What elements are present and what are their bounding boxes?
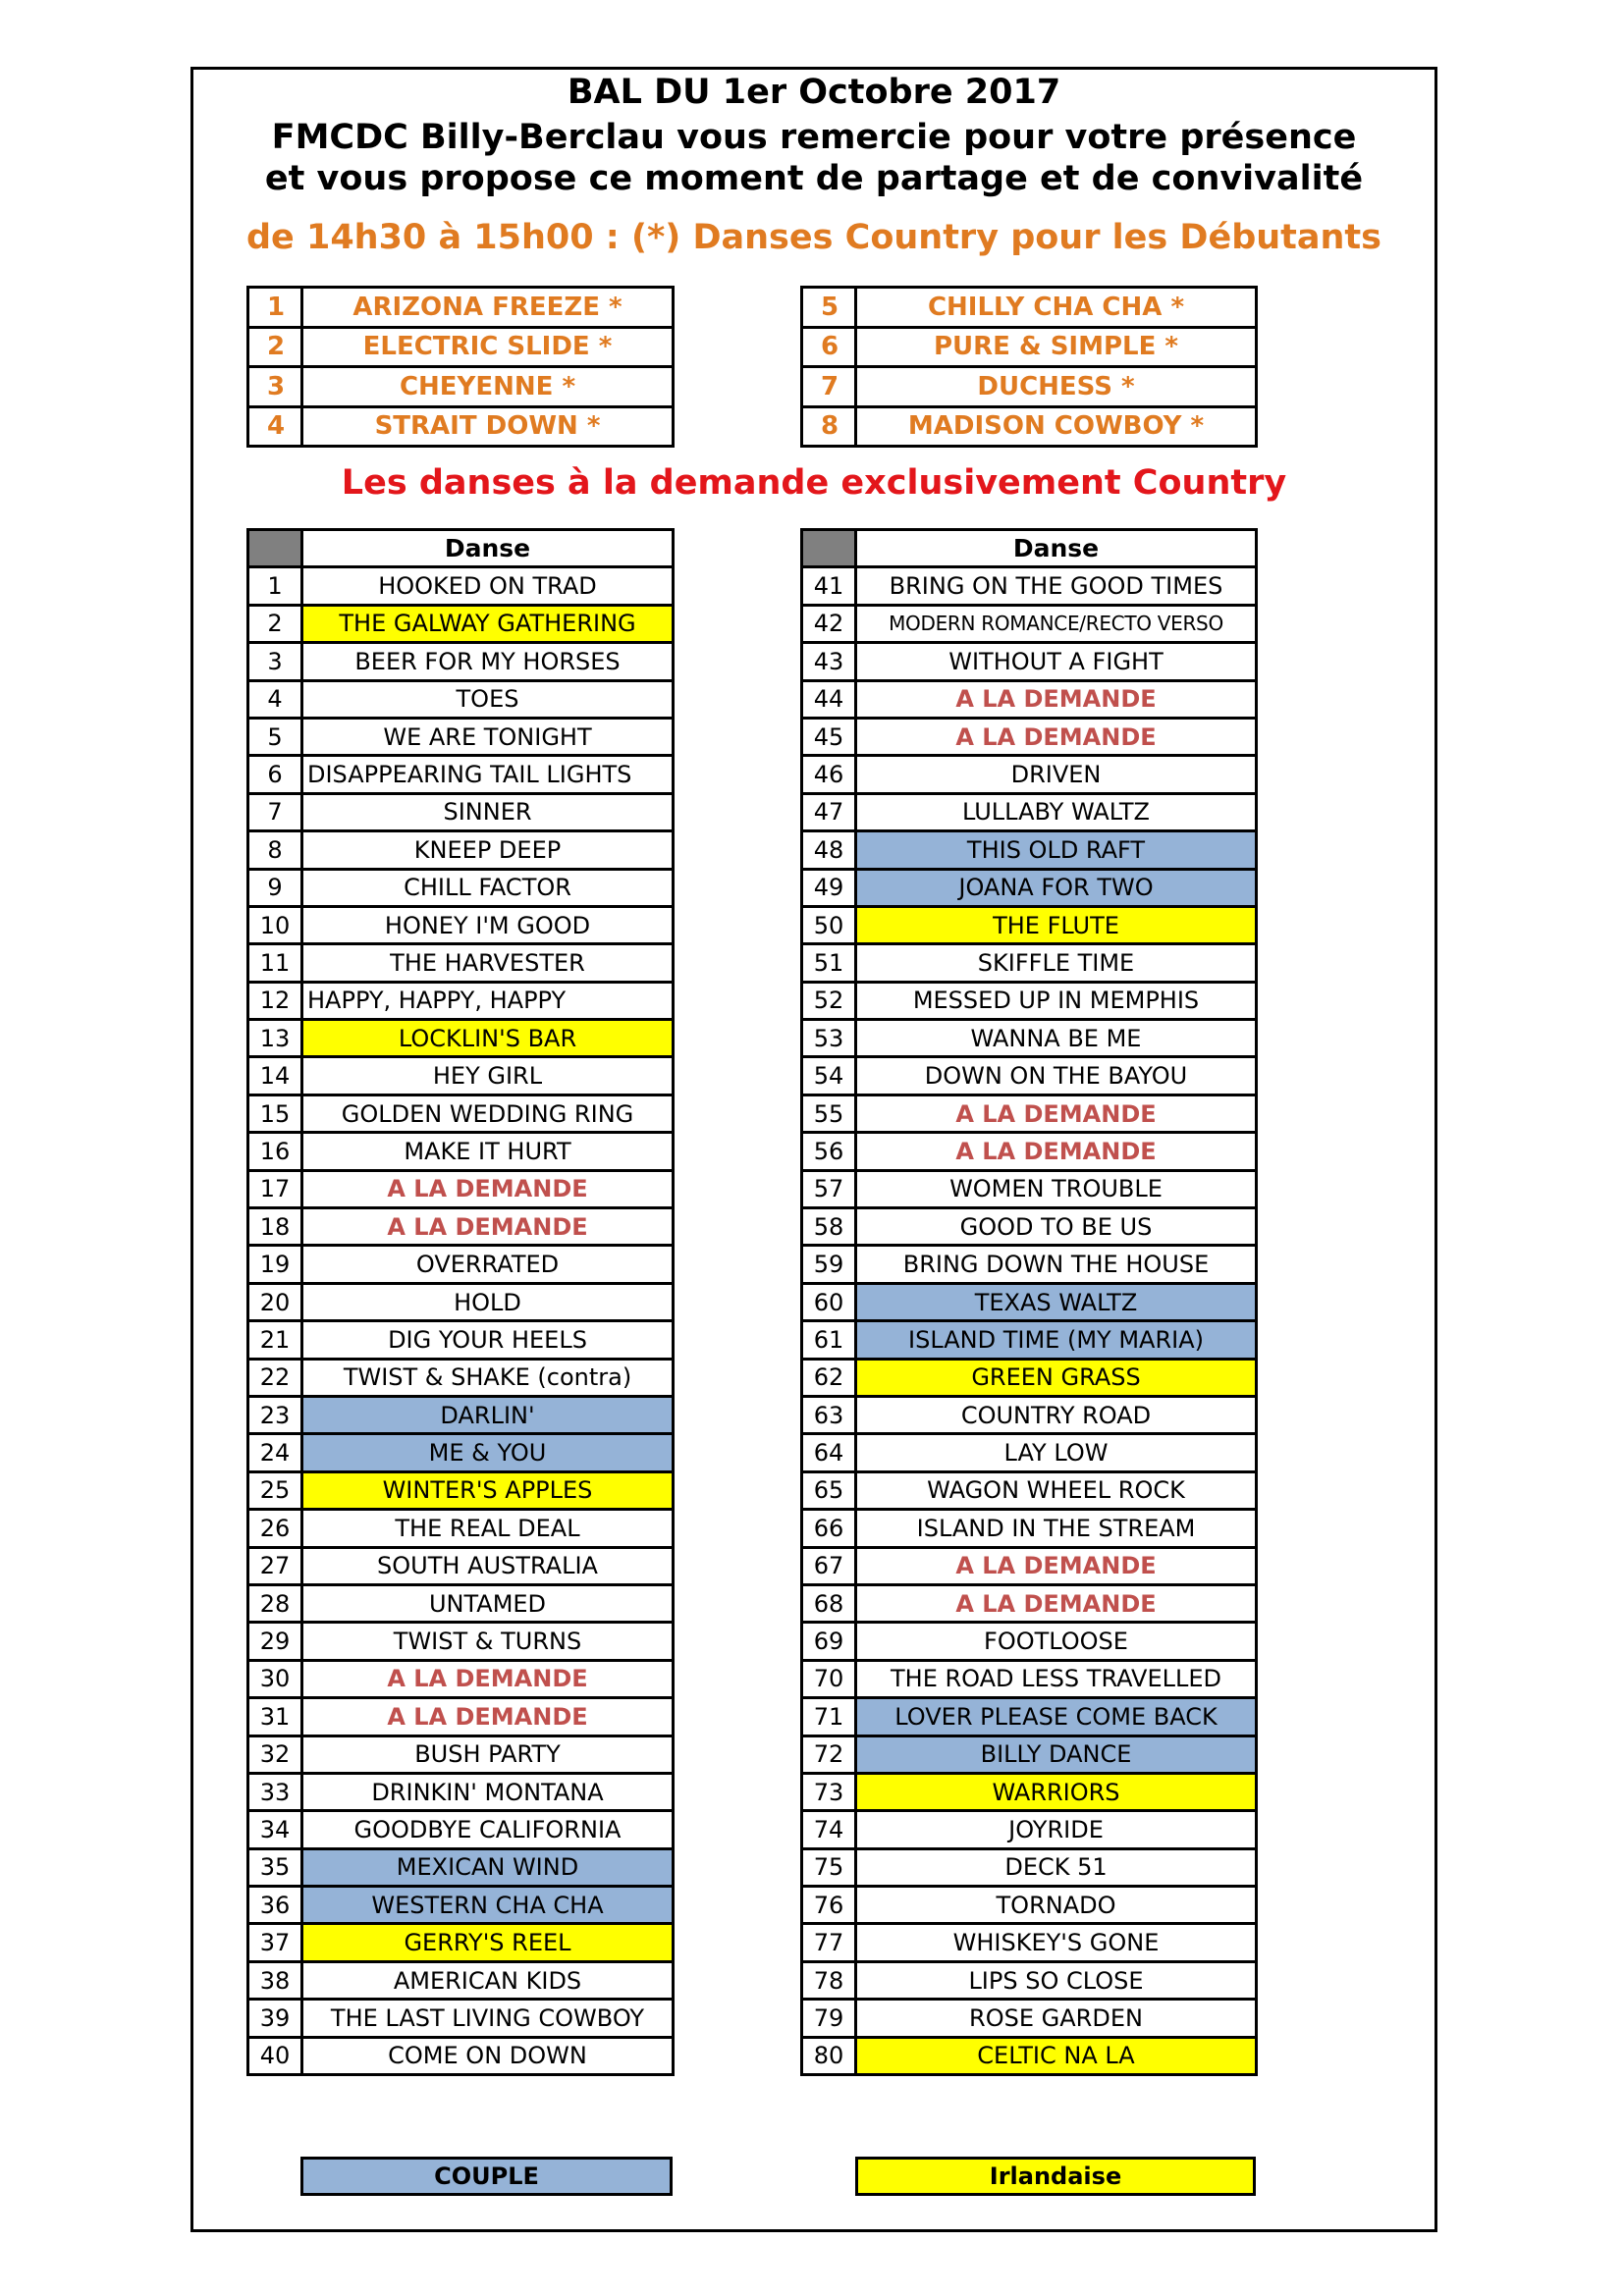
dance-number: 70 [802,1660,856,1697]
dance-number: 26 [248,1510,302,1547]
dance-number: 4 [248,406,302,447]
dance-name: DRINKIN' MONTANA [302,1773,674,1810]
dance-name: PURE & SIMPLE * [856,327,1257,367]
dance-number: 62 [802,1359,856,1396]
dance-number: 73 [802,1773,856,1810]
table-row [248,567,674,605]
table-row [248,1095,674,1132]
dance-number: 52 [802,982,856,1019]
dance-name: THE REAL DEAL [302,1510,674,1547]
table-row [248,1283,674,1320]
dance-number: 6 [802,327,856,367]
dance-name: LAY LOW [856,1434,1257,1471]
table-row [248,1773,674,1810]
dance-number: 77 [802,1924,856,1961]
dance-name: DOWN ON THE BAYOU [856,1057,1257,1095]
dance-number: 72 [802,1735,856,1773]
dance-name: WAGON WHEEL ROCK [856,1471,1257,1509]
dance-number: 34 [248,1811,302,1848]
dance-number: 46 [802,756,856,793]
dance-number: 5 [248,718,302,755]
dance-column-header: Danse [302,530,674,567]
dance-name: COUNTRY ROAD [856,1396,1257,1433]
table-header-row [248,530,674,567]
dance-number: 80 [802,2037,856,2074]
beginners-table-right [800,286,1258,448]
dance-name: LOCKLIN'S BAR [302,1020,674,1057]
table-row [802,1396,1257,1433]
table-row [248,2037,674,2074]
table-row [248,1660,674,1697]
dance-name: ISLAND TIME (MY MARIA) [856,1321,1257,1359]
table-row [802,1133,1257,1170]
table-row [802,1811,1257,1848]
dance-number: 23 [248,1396,302,1433]
table-row [802,643,1257,680]
table-row [248,906,674,943]
table-row [802,1547,1257,1584]
dance-name: WOMEN TROUBLE [856,1170,1257,1207]
dance-name: WE ARE TONIGHT [302,718,674,755]
dance-number: 54 [802,1057,856,1095]
dance-number: 22 [248,1359,302,1396]
dance-name: MAKE IT HURT [302,1133,674,1170]
table-row [248,1735,674,1773]
dance-number: 30 [248,1660,302,1697]
table-row [248,1961,674,1999]
dance-name: WHISKEY'S GONE [856,1924,1257,1961]
dance-number: 10 [248,906,302,943]
dance-number: 29 [248,1623,302,1660]
table-row [248,793,674,830]
dance-number: 42 [802,605,856,642]
dance-number: 51 [802,944,856,982]
table-row [248,643,674,680]
table-row [802,605,1257,642]
table-row [248,1321,674,1359]
dance-name: BEER FOR MY HORSES [302,643,674,680]
table-row [802,1020,1257,1057]
legend-irlandaise: Irlandaise [855,2157,1256,2196]
dance-name: ELECTRIC SLIDE * [302,327,674,367]
table-row [802,567,1257,605]
dance-name: BRING ON THE GOOD TIMES [856,567,1257,605]
dance-number: 14 [248,1057,302,1095]
table-row [248,718,674,755]
dance-number: 16 [248,1133,302,1170]
table-row [248,1020,674,1057]
table-row [802,869,1257,906]
dance-name: CHEYENNE * [302,367,674,407]
table-row [248,1471,674,1509]
table-row [248,1057,674,1095]
dance-number: 63 [802,1396,856,1433]
dance-name: GERRY'S REEL [302,1924,674,1961]
table-row [802,1510,1257,1547]
table-row [248,680,674,718]
table-row [248,605,674,642]
dance-number: 32 [248,1735,302,1773]
dance-number: 61 [802,1321,856,1359]
dance-number: 38 [248,1961,302,1999]
table-row [802,793,1257,830]
dance-name: DIG YOUR HEELS [302,1321,674,1359]
dance-name: SOUTH AUSTRALIA [302,1547,674,1584]
dance-name: SKIFFLE TIME [856,944,1257,982]
dance-name: MADISON COWBOY * [856,406,1257,447]
dance-name: SINNER [302,793,674,830]
club-proposal-line: et vous propose ce moment de partage et de convivalité [264,159,1364,198]
table-row [802,2037,1257,2074]
dance-number: 15 [248,1095,302,1132]
dance-number: 25 [248,1471,302,1509]
dance-number: 33 [248,1773,302,1810]
dance-name: HOOKED ON TRAD [302,567,674,605]
table-row [802,1623,1257,1660]
dance-number: 20 [248,1283,302,1320]
dance-number: 47 [802,793,856,830]
dance-number: 55 [802,1095,856,1132]
dance-name: DUCHESS * [856,367,1257,407]
dance-number: 7 [802,367,856,407]
dance-number: 39 [248,2000,302,2037]
table-row [802,906,1257,943]
dance-name: WANNA BE ME [856,1020,1257,1057]
table-row [248,1359,674,1396]
dance-name: UNTAMED [302,1584,674,1622]
dance-name: THE ROAD LESS TRAVELLED [856,1660,1257,1697]
dance-number: 24 [248,1434,302,1471]
table-row [248,1510,674,1547]
dance-name: WESTERN CHA CHA [302,1887,674,1924]
dance-number: 31 [248,1698,302,1735]
dance-number: 12 [248,982,302,1019]
dance-number: 66 [802,1510,856,1547]
table-row [248,1208,674,1246]
dance-name: A LA DEMANDE [856,1133,1257,1170]
table-row [802,1735,1257,1773]
table-row [802,831,1257,869]
table-row [802,1924,1257,1961]
table-row [802,1321,1257,1359]
table-row [248,406,674,447]
table-row [248,327,674,367]
dance-name: THE FLUTE [856,906,1257,943]
dance-name: TWIST & TURNS [302,1623,674,1660]
dance-number: 9 [248,869,302,906]
table-row [802,1887,1257,1924]
table-row [802,288,1257,328]
dance-name: ARIZONA FREEZE * [302,288,674,328]
dance-number: 48 [802,831,856,869]
dance-name: WARRIORS [856,1773,1257,1810]
dance-name: DARLIN' [302,1396,674,1433]
table-header-row [802,530,1257,567]
dance-name: MODERN ROMANCE/RECTO VERSO [856,605,1257,642]
table-row [248,1584,674,1622]
table-row [802,1057,1257,1095]
beginners-table-left [246,286,675,448]
dance-number: 37 [248,1924,302,1961]
table-row [248,1811,674,1848]
number-header-cell [248,530,302,567]
table-row [802,1283,1257,1320]
dance-number: 56 [802,1133,856,1170]
dance-name: OVERRATED [302,1246,674,1283]
table-row [802,1848,1257,1886]
dance-number: 67 [802,1547,856,1584]
table-row [248,2000,674,2037]
table-row [802,1698,1257,1735]
dance-number: 57 [802,1170,856,1207]
dance-name: WITHOUT A FIGHT [856,643,1257,680]
dance-number: 1 [248,288,302,328]
dance-name: STRAIT DOWN * [302,406,674,447]
dance-name: TOES [302,680,674,718]
table-row [802,1208,1257,1246]
event-title: BAL DU 1er Octobre 2017 [567,73,1061,112]
dance-name: KNEEP DEEP [302,831,674,869]
dance-number: 7 [248,793,302,830]
dance-name: BRING DOWN THE HOUSE [856,1246,1257,1283]
dance-number: 50 [802,906,856,943]
table-row [248,1133,674,1170]
table-row [802,2000,1257,2037]
table-row [248,1396,674,1433]
dance-number: 13 [248,1020,302,1057]
dance-number: 2 [248,605,302,642]
dance-name: ROSE GARDEN [856,2000,1257,2037]
dance-name: ISLAND IN THE STREAM [856,1510,1257,1547]
table-row [802,756,1257,793]
table-row [802,1095,1257,1132]
dance-name: TORNADO [856,1887,1257,1924]
dance-number: 11 [248,944,302,982]
dance-name: DRIVEN [856,756,1257,793]
dance-name: COME ON DOWN [302,2037,674,2074]
dance-number: 44 [802,680,856,718]
dance-name: THE HARVESTER [302,944,674,982]
dance-number: 65 [802,1471,856,1509]
dance-number: 75 [802,1848,856,1886]
dance-name: BILLY DANCE [856,1735,1257,1773]
dance-name: HONEY I'M GOOD [302,906,674,943]
dance-number: 36 [248,1887,302,1924]
club-thanks-line: FMCDC Billy-Berclau vous remercie pour votre présence [271,118,1357,157]
table-row [248,288,674,328]
dance-name: GOOD TO BE US [856,1208,1257,1246]
dance-number: 64 [802,1434,856,1471]
dance-table-right [800,528,1258,2076]
table-row [802,327,1257,367]
table-row [802,1961,1257,1999]
dance-name: A LA DEMANDE [302,1660,674,1697]
table-row [248,1170,674,1207]
table-row [802,1434,1257,1471]
dance-number: 5 [802,288,856,328]
table-row [802,1246,1257,1283]
dance-name: BUSH PARTY [302,1735,674,1773]
request-dances-title: Les danses à la demande exclusivement Country [341,463,1287,503]
table-row [248,1848,674,1886]
dance-name: MESSED UP IN MEMPHIS [856,982,1257,1019]
dance-name: A LA DEMANDE [856,680,1257,718]
dance-column-header: Danse [856,530,1257,567]
beginners-title: de 14h30 à 15h00 : (*) Danses Country pour les Débutants [245,218,1381,257]
dance-name: CELTIC NA LA [856,2037,1257,2074]
dance-name: FOOTLOOSE [856,1623,1257,1660]
dance-name: A LA DEMANDE [856,1547,1257,1584]
dance-number: 78 [802,1961,856,1999]
dance-number: 3 [248,367,302,407]
dance-number: 41 [802,567,856,605]
table-row [248,1924,674,1961]
dance-number: 58 [802,1208,856,1246]
table-row [248,1887,674,1924]
table-row [248,982,674,1019]
dance-number: 76 [802,1887,856,1924]
dance-number: 27 [248,1547,302,1584]
dance-number: 69 [802,1623,856,1660]
dance-number: 71 [802,1698,856,1735]
dance-name: CHILL FACTOR [302,869,674,906]
dance-name: GREEN GRASS [856,1359,1257,1396]
dance-number: 53 [802,1020,856,1057]
dance-name: A LA DEMANDE [856,1584,1257,1622]
table-row [802,1660,1257,1697]
table-row [802,680,1257,718]
dance-number: 68 [802,1584,856,1622]
dance-name: TEXAS WALTZ [856,1283,1257,1320]
table-row [248,869,674,906]
dance-name: TWIST & SHAKE (contra) [302,1359,674,1396]
dance-number: 19 [248,1246,302,1283]
dance-number: 49 [802,869,856,906]
table-row [248,1698,674,1735]
dance-name: ME & YOU [302,1434,674,1471]
dance-name: HOLD [302,1283,674,1320]
table-row [802,982,1257,1019]
dance-number: 17 [248,1170,302,1207]
dance-name: JOANA FOR TWO [856,869,1257,906]
dance-name: DISAPPEARING TAIL LIGHTS [302,756,674,793]
dance-name: GOODBYE CALIFORNIA [302,1811,674,1848]
dance-name: WINTER'S APPLES [302,1471,674,1509]
table-row [248,831,674,869]
dance-number: 4 [248,680,302,718]
table-row [802,1359,1257,1396]
dance-number: 28 [248,1584,302,1622]
dance-name: A LA DEMANDE [302,1208,674,1246]
dance-name: AMERICAN KIDS [302,1961,674,1999]
dance-name: THE GALWAY GATHERING [302,605,674,642]
dance-number: 18 [248,1208,302,1246]
dance-number: 1 [248,567,302,605]
dance-number: 74 [802,1811,856,1848]
dance-name: THIS OLD RAFT [856,831,1257,869]
dance-number: 6 [248,756,302,793]
dance-number: 43 [802,643,856,680]
dance-number: 21 [248,1321,302,1359]
table-row [802,944,1257,982]
dance-name: A LA DEMANDE [302,1170,674,1207]
table-row [802,1773,1257,1810]
dance-name: HEY GIRL [302,1057,674,1095]
table-row [802,1584,1257,1622]
table-row [802,1471,1257,1509]
table-row [248,1547,674,1584]
table-row [248,1246,674,1283]
dance-number: 40 [248,2037,302,2074]
table-row [802,406,1257,447]
dance-table-left [246,528,675,2076]
dance-number: 3 [248,643,302,680]
dance-name: DECK 51 [856,1848,1257,1886]
dance-name: GOLDEN WEDDING RING [302,1095,674,1132]
dance-number: 45 [802,718,856,755]
table-row [802,718,1257,755]
dance-number: 59 [802,1246,856,1283]
table-row [248,1434,674,1471]
dance-name: LOVER PLEASE COME BACK [856,1698,1257,1735]
dance-number: 8 [248,831,302,869]
table-row [802,367,1257,407]
table-row [248,756,674,793]
dance-name: HAPPY, HAPPY, HAPPY [302,982,674,1019]
dance-number: 35 [248,1848,302,1886]
number-header-cell [802,530,856,567]
dance-name: LIPS SO CLOSE [856,1961,1257,1999]
dance-name: A LA DEMANDE [856,718,1257,755]
dance-name: LULLABY WALTZ [856,793,1257,830]
dance-name: CHILLY CHA CHA * [856,288,1257,328]
legend-couple: COUPLE [300,2157,673,2196]
dance-number: 79 [802,2000,856,2037]
dance-number: 2 [248,327,302,367]
dance-name: THE LAST LIVING COWBOY [302,2000,674,2037]
dance-name: JOYRIDE [856,1811,1257,1848]
dance-name: A LA DEMANDE [856,1095,1257,1132]
dance-number: 8 [802,406,856,447]
dance-name: A LA DEMANDE [302,1698,674,1735]
dance-number: 60 [802,1283,856,1320]
dance-name: MEXICAN WIND [302,1848,674,1886]
table-row [248,367,674,407]
table-row [248,944,674,982]
table-row [802,1170,1257,1207]
table-row [248,1623,674,1660]
